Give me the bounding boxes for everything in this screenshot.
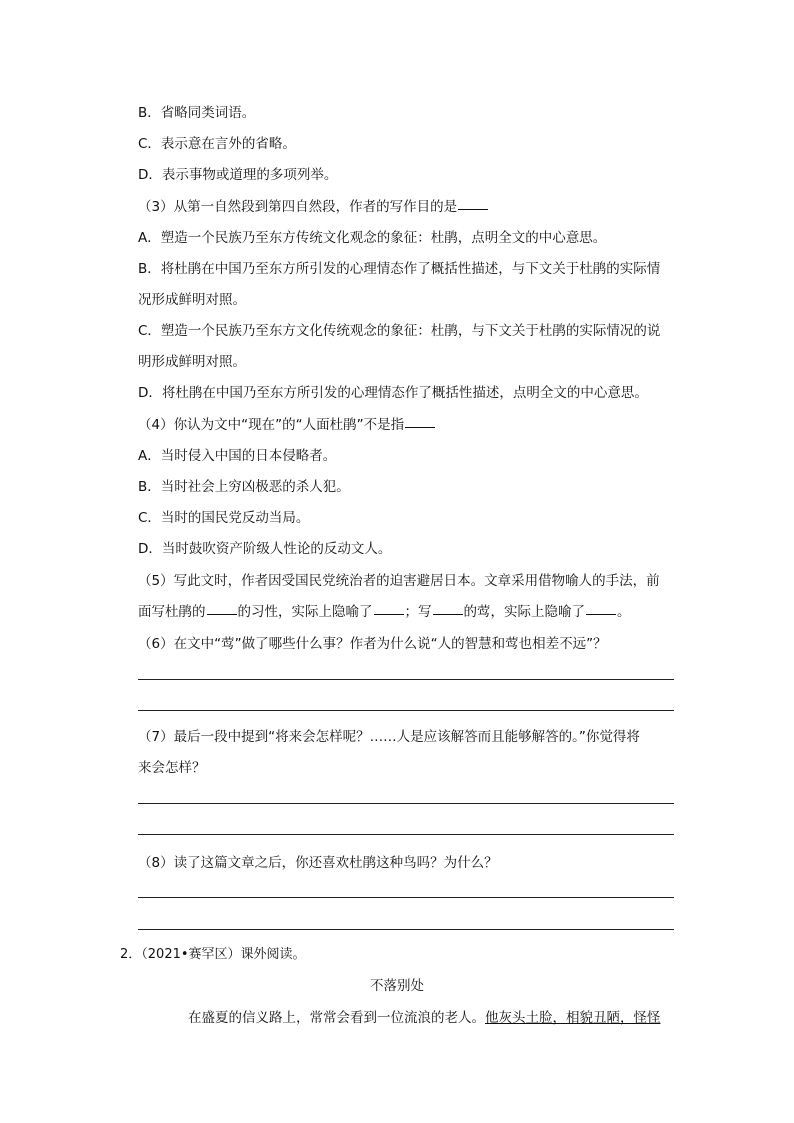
q7-answer-line-2[interactable] <box>138 834 674 835</box>
passage-title: 不落别处 <box>370 978 424 994</box>
q2-option-c: C．表示意在言外的省略。 <box>138 136 296 152</box>
passage-underlined-text: 他灰头土脸，相貌丑陋，怪怪 <box>485 1010 661 1026</box>
answer-blank <box>586 613 616 615</box>
q5-text-4: 的莺，实际上隐喻了 <box>463 604 585 620</box>
q8-answer-line-1[interactable] <box>138 897 674 898</box>
q6-answer-line-1[interactable] <box>138 679 674 680</box>
q5-text-5: 。 <box>617 604 631 620</box>
q7-line1: （7）最后一段中提到“将来会怎样呢？……人是应该解答而且能够解答的。”你觉得将 <box>138 729 640 745</box>
q6-answer-line-2[interactable] <box>138 710 674 711</box>
q7-answer-line-1[interactable] <box>138 803 674 804</box>
passage-paragraph-1 <box>188 1008 674 1028</box>
q3-option-d: D．将杜鹃在中国乃至东方所引发的心理情态作了概括性描述，点明全文的中心意思。 <box>138 385 648 401</box>
q4-option-a: A．当时侵入中国的日本侵略者。 <box>138 448 337 464</box>
q5-text-1: 面写杜鹃的 <box>138 604 206 620</box>
q2-option-b: B．省略同类词语。 <box>138 105 256 121</box>
q5-text-2: 的习性，实际上隐喻了 <box>237 604 373 620</box>
q5-line2 <box>138 602 678 622</box>
q4-option-b: B．当时社会上穷凶极恶的杀人犯。 <box>138 479 350 495</box>
answer-blank <box>433 613 463 615</box>
passage-text: 在盛夏的信义路上，常常会看到一位流浪的老人。 <box>188 1010 485 1026</box>
q4-stem <box>138 415 678 435</box>
q7-line2: 来会怎样？ <box>138 760 206 776</box>
q4-option-c: C．当时的国民党反动当局。 <box>138 510 310 526</box>
q3-stem <box>138 197 678 217</box>
q4-stem-text: （4）你认为文中“现在”的“人面杜鹃”不是指 <box>138 417 405 433</box>
answer-blank <box>405 426 435 428</box>
answer-blank <box>207 613 237 615</box>
q4-option-d: D．当时鼓吹资产阶级人性论的反动文人。 <box>138 541 392 557</box>
q3-option-c-line1: C．塑造一个民族乃至东方文化传统观念的象征：杜鹃，与下文关于杜鹃的实际情况的说 <box>138 323 661 339</box>
q8-stem: （8）读了这篇文章之后，你还喜欢杜鹃这种鸟吗？为什么？ <box>138 855 498 871</box>
q3-stem-text: （3）从第一自然段到第四自然段，作者的写作目的是 <box>138 199 458 215</box>
problem-2-header: 2．（2021•赛罕区）课外阅读。 <box>120 947 306 962</box>
answer-blank <box>374 613 404 615</box>
q8-answer-line-2[interactable] <box>138 929 674 930</box>
q3-option-a: A．塑造一个民族乃至东方传统文化观念的象征：杜鹃，点明全文的中心意思。 <box>138 230 607 246</box>
q3-option-c-line2: 明形成鲜明对照。 <box>138 354 246 370</box>
q3-option-b-line2: 况形成鲜明对照。 <box>138 292 246 308</box>
q5-line1: （5）写此文时，作者因受国民党统治者的迫害避居日本。文章采用借物喻人的手法，前 <box>138 573 660 589</box>
q6-stem: （6）在文中“莺”做了哪些什么事？作者为什么说“人的智慧和莺也相差不远”？ <box>138 636 607 652</box>
q2-option-d: D．表示事物或道理的多项列举。 <box>138 167 338 183</box>
q3-option-b-line1: B．将杜鹃在中国乃至东方所引发的心理情态作了概括性描述，与下文关于杜鹃的实际情 <box>138 261 661 277</box>
q5-text-3: ；写 <box>404 604 432 620</box>
answer-blank <box>458 208 488 210</box>
